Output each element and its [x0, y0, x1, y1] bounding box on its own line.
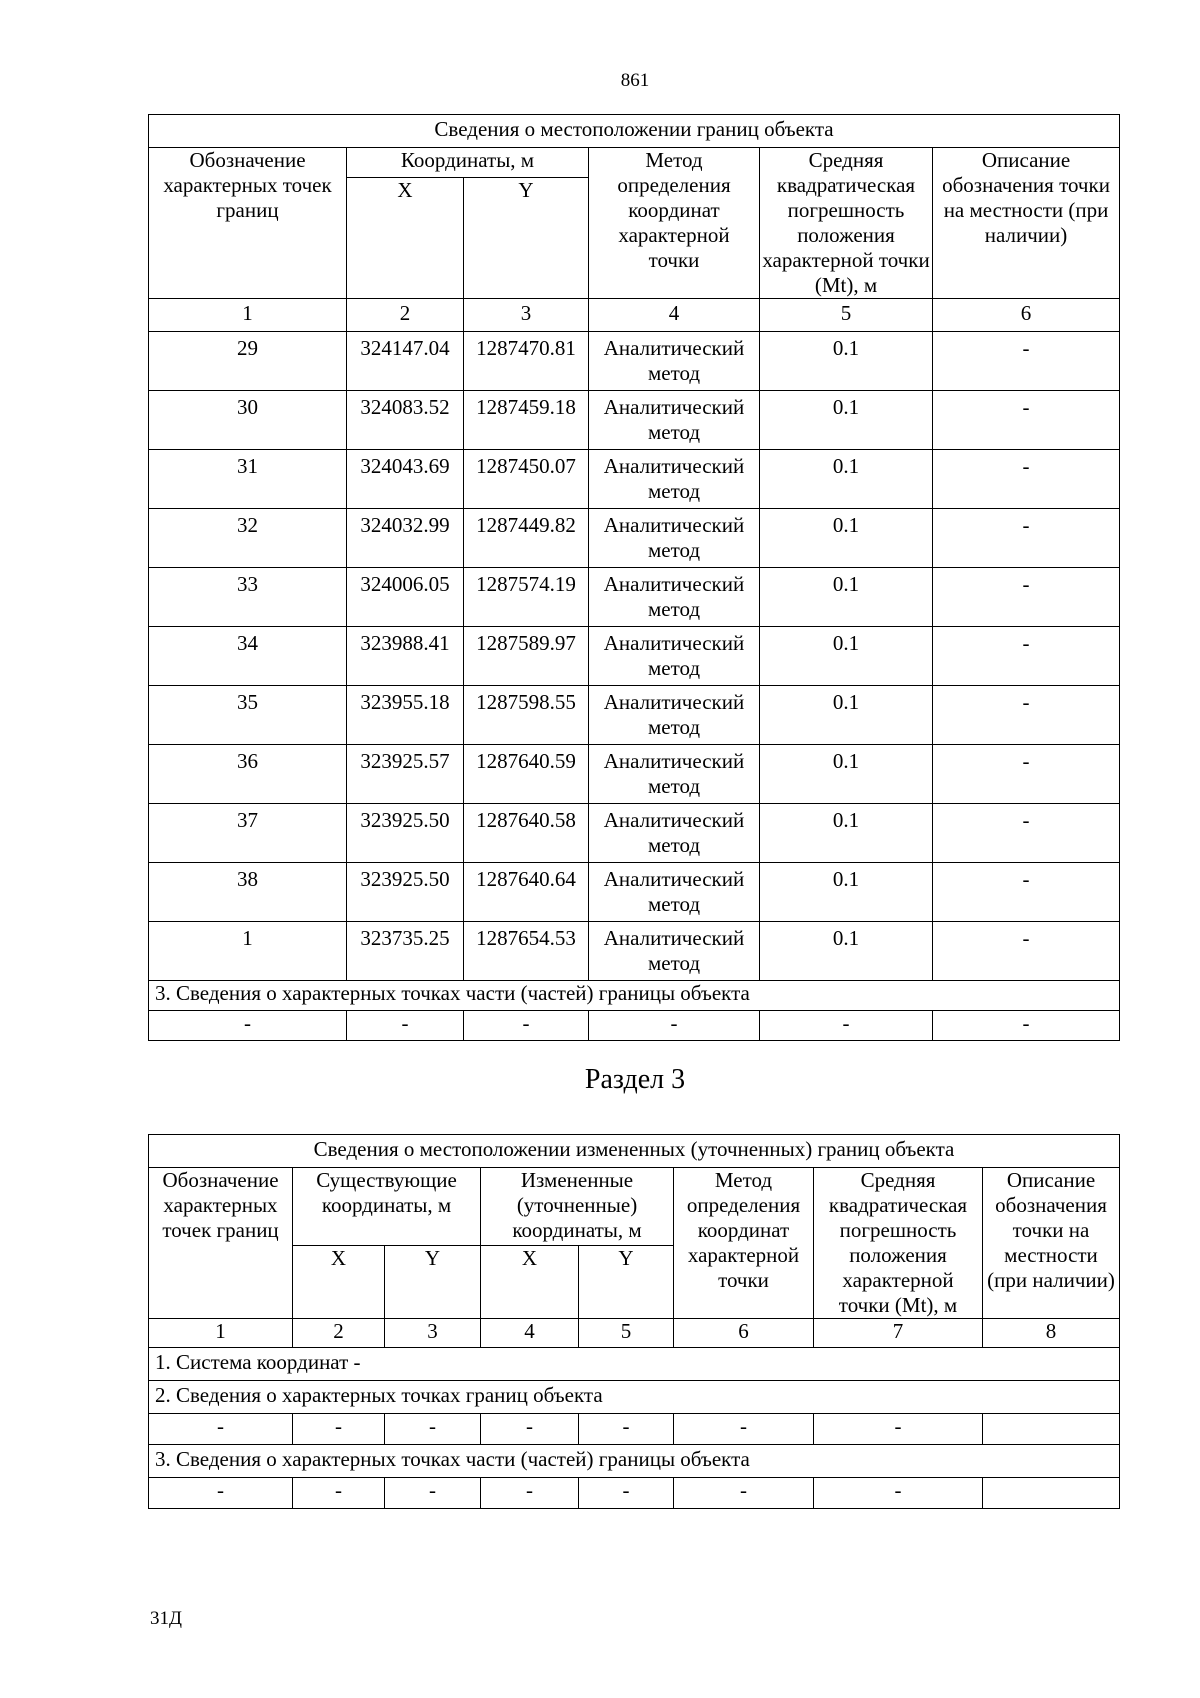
description-cell: - — [933, 332, 1120, 391]
column-number: 4 — [481, 1319, 579, 1348]
method-cell: Аналитический метод — [589, 509, 760, 568]
x-cell: 324083.52 — [347, 391, 464, 450]
points-row — [149, 1414, 1120, 1445]
table-cell: - — [293, 1414, 385, 1445]
table-cell: - — [933, 1011, 1120, 1041]
method-cell: Аналитический метод — [589, 450, 760, 509]
x-cell: 323735.25 — [347, 922, 464, 981]
table-row — [149, 863, 1120, 922]
column-number: 7 — [814, 1319, 983, 1348]
description-cell: - — [933, 922, 1120, 981]
table-cell: - — [149, 1414, 293, 1445]
table-cell: - — [674, 1414, 814, 1445]
table-cell: - — [589, 1011, 760, 1041]
method-cell: Аналитический метод — [589, 627, 760, 686]
table-cell: - — [481, 1478, 579, 1509]
table-cell: - — [579, 1414, 674, 1445]
y-cell: 1287654.53 — [464, 922, 589, 981]
table-row — [149, 332, 1120, 391]
x-cell: 323955.18 — [347, 686, 464, 745]
error-cell: 0.1 — [760, 627, 933, 686]
table-cell: - — [347, 1011, 464, 1041]
table-row — [149, 745, 1120, 804]
table-cell: - — [481, 1414, 579, 1445]
error-cell: 0.1 — [760, 509, 933, 568]
x-cell: 323925.57 — [347, 745, 464, 804]
header-description: Описание обозначения точки на местности (при наличии) — [933, 148, 1120, 299]
column-number: 1 — [149, 1319, 293, 1348]
y-cell: 1287640.64 — [464, 863, 589, 922]
parts-section-heading: 3. Сведения о характерных точках части (частей) границы объекта — [149, 981, 1120, 1011]
header-error: Средняя квадратическая погрешность положения характерной точки (Mt), м — [760, 148, 933, 299]
header-description: Описание обозначения точки на местности (при наличии) — [983, 1168, 1120, 1319]
table-row — [149, 568, 1120, 627]
header-y-changed: Y — [579, 1246, 674, 1319]
header-x-existing: X — [293, 1246, 385, 1319]
description-cell: - — [933, 804, 1120, 863]
column-number: 5 — [579, 1319, 674, 1348]
table-row — [149, 509, 1120, 568]
error-cell: 0.1 — [760, 568, 933, 627]
table-row — [149, 450, 1120, 509]
point-cell: 36 — [149, 745, 347, 804]
point-cell: 29 — [149, 332, 347, 391]
column-number: 6 — [674, 1319, 814, 1348]
parts-section-heading: 3. Сведения о характерных точках части (частей) границы объекта — [149, 1445, 1120, 1478]
x-cell: 324006.05 — [347, 568, 464, 627]
column-number: 5 — [760, 299, 933, 332]
error-cell: 0.1 — [760, 804, 933, 863]
point-cell: 35 — [149, 686, 347, 745]
header-point: Обозначение характерных точек границ — [149, 1168, 293, 1319]
y-cell: 1287449.82 — [464, 509, 589, 568]
x-cell: 323925.50 — [347, 863, 464, 922]
point-cell: 37 — [149, 804, 347, 863]
description-cell: - — [933, 745, 1120, 804]
error-cell: 0.1 — [760, 863, 933, 922]
point-cell: 1 — [149, 922, 347, 981]
header-y-existing: Y — [385, 1246, 481, 1319]
table-row — [149, 627, 1120, 686]
table-cell: - — [385, 1414, 481, 1445]
column-number: 2 — [347, 299, 464, 332]
description-cell: - — [933, 568, 1120, 627]
table-cell: - — [760, 1011, 933, 1041]
method-cell: Аналитический метод — [589, 568, 760, 627]
y-cell: 1287598.55 — [464, 686, 589, 745]
x-cell: 324147.04 — [347, 332, 464, 391]
error-cell: 0.1 — [760, 686, 933, 745]
table-title: Сведения о местоположении границ объекта — [149, 115, 1120, 148]
column-number: 3 — [385, 1319, 481, 1348]
error-cell: 0.1 — [760, 332, 933, 391]
header-x-changed: X — [481, 1246, 579, 1319]
header-changed-coordinates: Измененные (уточненные) координаты, м — [481, 1168, 674, 1246]
table-row — [149, 391, 1120, 450]
error-cell: 0.1 — [760, 450, 933, 509]
changed-boundary-table — [148, 1134, 1120, 1509]
header-method: Метод определения координат характерной точки — [589, 148, 760, 299]
method-cell: Аналитический метод — [589, 391, 760, 450]
y-cell: 1287574.19 — [464, 568, 589, 627]
point-cell: 30 — [149, 391, 347, 450]
method-cell: Аналитический метод — [589, 863, 760, 922]
column-number: 1 — [149, 299, 347, 332]
table-row — [149, 686, 1120, 745]
table-cell: - — [674, 1478, 814, 1509]
footer-code: 31Д — [150, 1608, 182, 1629]
page-number: 861 — [620, 70, 650, 91]
table-cell — [983, 1414, 1120, 1445]
table-row — [149, 922, 1120, 981]
header-coordinates: Координаты, м — [347, 148, 589, 178]
y-cell: 1287459.18 — [464, 391, 589, 450]
header-method: Метод определения координат характерной точки — [674, 1168, 814, 1319]
table-cell: - — [293, 1478, 385, 1509]
table-cell: - — [814, 1478, 983, 1509]
error-cell: 0.1 — [760, 922, 933, 981]
x-cell: 324032.99 — [347, 509, 464, 568]
points-section-heading: 2. Сведения о характерных точках границ объекта — [149, 1381, 1120, 1414]
point-cell: 32 — [149, 509, 347, 568]
x-cell: 323988.41 — [347, 627, 464, 686]
table-cell: - — [149, 1478, 293, 1509]
table-cell: - — [579, 1478, 674, 1509]
x-cell: 324043.69 — [347, 450, 464, 509]
header-y: Y — [464, 178, 589, 299]
y-cell: 1287450.07 — [464, 450, 589, 509]
parts-row — [149, 1011, 1120, 1041]
table-cell: - — [464, 1011, 589, 1041]
point-cell: 38 — [149, 863, 347, 922]
table-cell: - — [385, 1478, 481, 1509]
method-cell: Аналитический метод — [589, 804, 760, 863]
point-cell: 31 — [149, 450, 347, 509]
method-cell: Аналитический метод — [589, 745, 760, 804]
description-cell: - — [933, 450, 1120, 509]
y-cell: 1287640.58 — [464, 804, 589, 863]
method-cell: Аналитический метод — [589, 686, 760, 745]
header-existing-coordinates: Существующие координаты, м — [293, 1168, 481, 1246]
column-number: 6 — [933, 299, 1120, 332]
table-cell: - — [814, 1414, 983, 1445]
header-point: Обозначение характерных точек границ — [149, 148, 347, 299]
header-x: X — [347, 178, 464, 299]
column-numbers-row — [149, 299, 1120, 332]
description-cell: - — [933, 627, 1120, 686]
parts-row — [149, 1478, 1120, 1509]
column-numbers-row — [149, 1319, 1120, 1348]
y-cell: 1287640.59 — [464, 745, 589, 804]
y-cell: 1287589.97 — [464, 627, 589, 686]
column-number: 8 — [983, 1319, 1120, 1348]
description-cell: - — [933, 391, 1120, 450]
coordinate-system-heading: 1. Система координат - — [149, 1348, 1120, 1381]
header-error: Средняя квадратическая погрешность положения характерной точки (Mt), м — [814, 1168, 983, 1319]
column-number: 4 — [589, 299, 760, 332]
x-cell: 323925.50 — [347, 804, 464, 863]
point-cell: 34 — [149, 627, 347, 686]
table-row — [149, 804, 1120, 863]
method-cell: Аналитический метод — [589, 922, 760, 981]
method-cell: Аналитический метод — [589, 332, 760, 391]
section-heading: Раздел 3 — [584, 1064, 686, 1095]
error-cell: 0.1 — [760, 745, 933, 804]
table-cell: - — [149, 1011, 347, 1041]
column-number: 3 — [464, 299, 589, 332]
table-title: Сведения о местоположении измененных (уточненных) границ объекта — [149, 1135, 1120, 1168]
table-cell — [983, 1478, 1120, 1509]
boundary-points-table — [148, 114, 1120, 1041]
error-cell: 0.1 — [760, 391, 933, 450]
description-cell: - — [933, 863, 1120, 922]
y-cell: 1287470.81 — [464, 332, 589, 391]
point-cell: 33 — [149, 568, 347, 627]
column-number: 2 — [293, 1319, 385, 1348]
description-cell: - — [933, 686, 1120, 745]
description-cell: - — [933, 509, 1120, 568]
